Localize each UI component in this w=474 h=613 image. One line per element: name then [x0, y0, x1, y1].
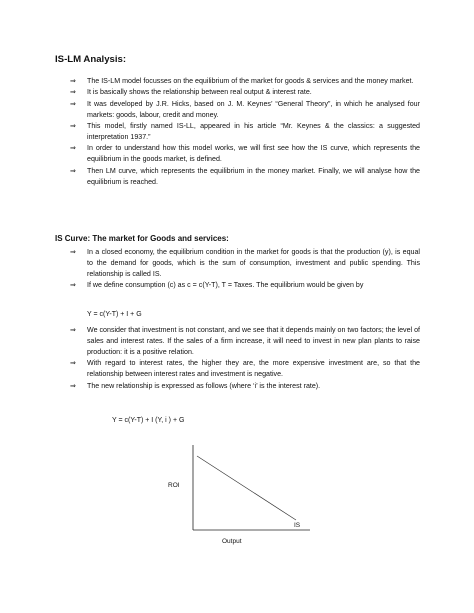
list-item: ⇒ It was developed by J.R. Hicks, based on J. M. Keynes’ “General Theory”, in which he analysed four markets: goods, labour, credit and money. — [70, 99, 420, 119]
list-item: ⇒ The new relationship is expressed as follows (where ‘i’ is the interest rate). — [70, 381, 321, 390]
section-title-is-curve: IS Curve: The market for Goods and services: — [55, 234, 229, 243]
x-axis-label: Output — [222, 538, 242, 545]
list-item: ⇒ In order to understand how this model works, we will first see how the IS curve, which represents the equilibrium in the goods market, is defined. — [70, 144, 420, 164]
y-axis-label: ROI — [168, 482, 180, 489]
list-item: ⇒ It is basically shows the relationship between real output & interest rate. — [70, 88, 312, 97]
list-item: ⇒ The IS-LM model focusses on the equilibrium of the market for goods & services and the money market. — [70, 77, 414, 85]
arrow-icon: ⇒ — [70, 248, 76, 256]
list-item: ⇒ If we define consumption (c) as c = c(Y-T), T = Taxes. The equilibrium would be given by — [70, 281, 364, 290]
arrow-icon: ⇒ — [70, 166, 76, 175]
arrow-icon: ⇒ — [70, 381, 76, 390]
islm-bullet-list — [70, 76, 420, 188]
list-item: ⇒ This model, firstly named IS-LL, appeared in his article “Mr. Keynes & the classics: a suggested interpretation 1937.” — [70, 122, 420, 142]
is-curve-graph — [160, 435, 320, 550]
arrow-icon: ⇒ — [70, 88, 76, 97]
section-title-islm: IS-LM Analysis: — [55, 54, 127, 65]
arrow-icon: ⇒ — [70, 144, 76, 153]
list-item: ⇒ Then LM curve, which represents the equilibrium in the money market. Finally, we will analyse how the equilibrium is reached. — [70, 166, 420, 186]
is-curve-bullet-list-b — [70, 325, 420, 392]
equation-equilibrium: Y = c(Y-T) + I + G — [87, 311, 142, 318]
is-curve-label: IS — [294, 522, 301, 529]
list-item: ⇒ We consider that investment is not constant, and we see that it depends mainly on two factors; the level of sales and interest rates. If the sales of a firm increase, it will need to invest in new plan plants to raise production: it is a positive relation. — [70, 326, 420, 356]
list-item: ⇒ With regard to interest rates, the higher they are, the more expensive investment are, so that the relationship between interest rates and investment is negative. — [70, 359, 420, 379]
arrow-icon: ⇒ — [70, 326, 76, 334]
equation-investment: Y = c(Y-T) + I (Y, i ) + G — [112, 417, 185, 424]
arrow-icon: ⇒ — [70, 359, 76, 368]
arrow-icon: ⇒ — [70, 122, 76, 131]
arrow-icon: ⇒ — [70, 281, 76, 290]
is-curve-line — [197, 456, 296, 520]
list-item: ⇒ In a closed economy, the equilibrium condition in the market for goods is that the production (y), is equal to the demand for goods, which is the sum of consumption, investment and public spending. This relationship is called IS. — [70, 248, 420, 278]
arrow-icon: ⇒ — [70, 99, 76, 108]
arrow-icon: ⇒ — [70, 77, 76, 85]
is-curve-bullet-list-a — [70, 247, 420, 292]
